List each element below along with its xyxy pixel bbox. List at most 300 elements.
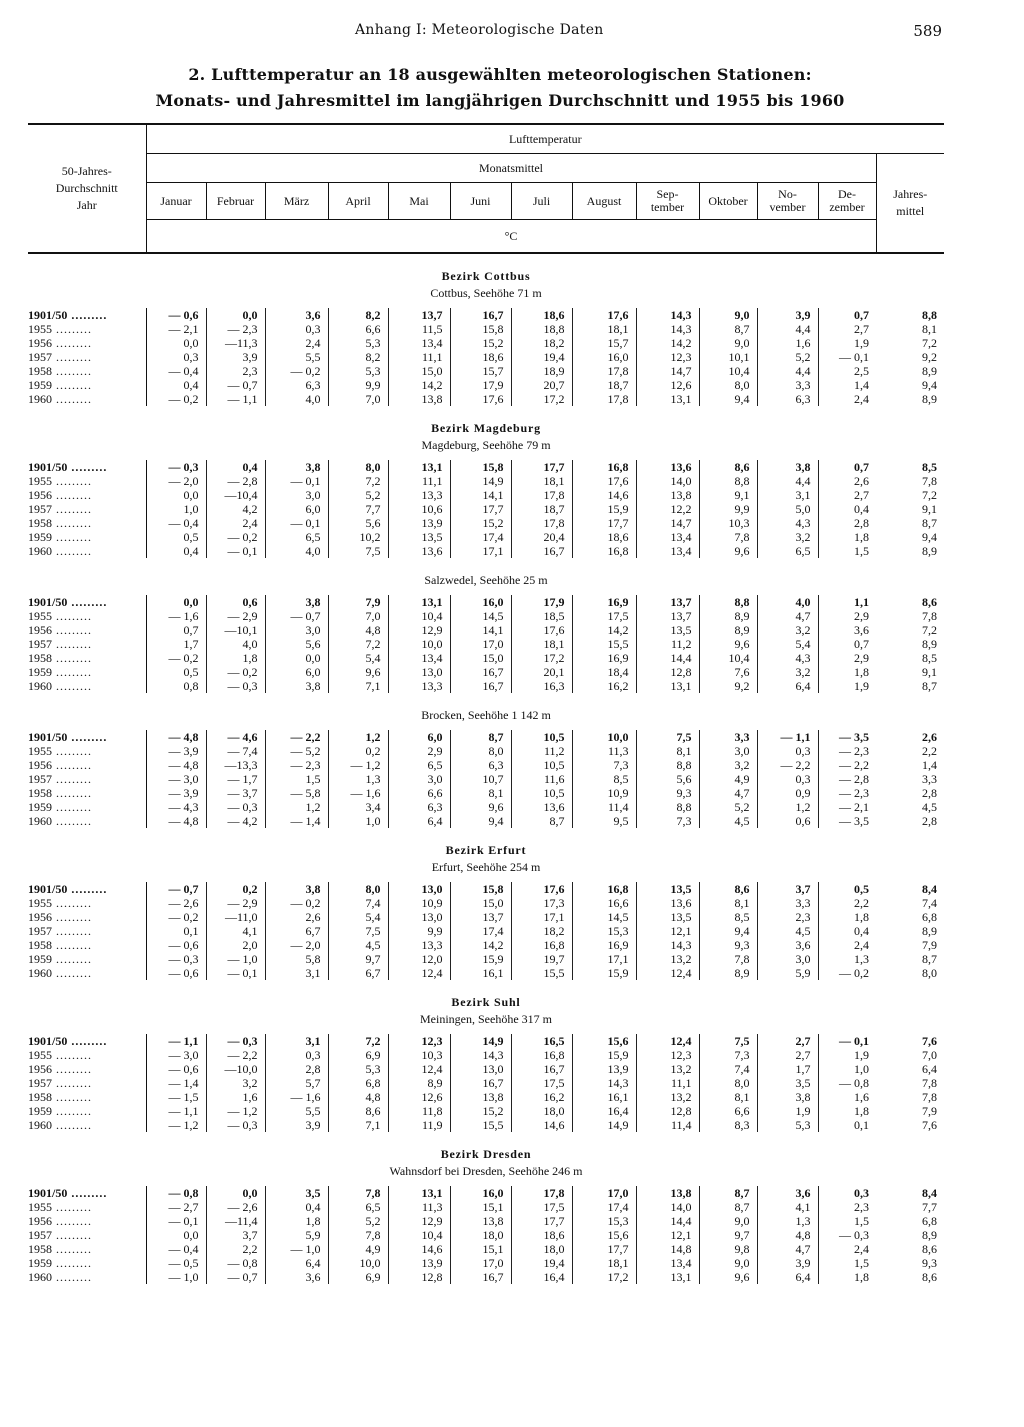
- annual-cell: 9,1: [922, 665, 938, 679]
- value-cell: 18,1: [572, 1256, 636, 1270]
- value-cell: 5,8: [265, 952, 328, 966]
- month-header: Mai: [388, 183, 450, 220]
- year-cell: 1956 .........: [28, 758, 146, 772]
- value-cell: 3,8: [265, 679, 328, 693]
- annual-cell: 9,4: [922, 530, 938, 544]
- value-cell: 2,8: [265, 1062, 328, 1076]
- value-cell: 3,6: [818, 623, 876, 637]
- value-cell: 12,9: [388, 623, 450, 637]
- value-cell: 16,0: [450, 595, 511, 609]
- value-cell: 13,5: [636, 910, 699, 924]
- leader-dots: .........: [67, 882, 108, 896]
- value-cell: — 2,7: [168, 1200, 199, 1214]
- value-cell: 3,7: [206, 1228, 265, 1242]
- leader-dots: .........: [52, 1256, 92, 1270]
- value-cell: 9,2: [699, 679, 757, 693]
- year-cell: 1959 .........: [28, 530, 146, 544]
- value-cell: 8,8: [699, 474, 757, 488]
- value-cell: 5,4: [328, 651, 388, 665]
- value-cell: 8,0: [699, 378, 757, 392]
- year-cell: 1956 .........: [28, 488, 146, 502]
- value-cell: 9,6: [699, 1270, 757, 1284]
- value-cell: 10,5: [511, 786, 572, 800]
- value-cell: 4,2: [206, 502, 265, 516]
- value-cell: — 3,7: [206, 786, 265, 800]
- value-cell: 0,5: [818, 882, 876, 896]
- value-cell: 4,8: [328, 623, 388, 637]
- value-cell: 10,1: [699, 350, 757, 364]
- value-cell: 9,0: [699, 1214, 757, 1228]
- value-cell: 16,6: [572, 896, 636, 910]
- value-cell: 5,7: [265, 1076, 328, 1090]
- value-cell: 16,9: [572, 938, 636, 952]
- value-cell: — 3,5: [818, 814, 876, 828]
- value-cell: 13,5: [636, 623, 699, 637]
- running-header: [0, 22, 1024, 46]
- section-spacer: [28, 406, 944, 420]
- month-header: August: [572, 183, 636, 220]
- value-cell: 13,6: [388, 544, 450, 558]
- value-cell: — 2,2: [818, 758, 876, 772]
- annual-cell: 8,5: [922, 460, 938, 474]
- value-cell: 8,1: [699, 1090, 757, 1104]
- value-cell: 8,0: [328, 460, 388, 474]
- group-header: Monatsmittel: [146, 154, 876, 183]
- value-cell: 19,4: [511, 1256, 572, 1270]
- annual-cell: 8,9: [922, 924, 938, 938]
- value-cell: 3,7: [757, 882, 818, 896]
- annual-cell: 7,8: [922, 1090, 938, 1104]
- value-cell: 8,6: [699, 460, 757, 474]
- leader-dots: .........: [52, 530, 92, 544]
- value-cell: — 2,0: [168, 474, 199, 488]
- value-cell: 5,6: [328, 516, 388, 530]
- value-cell: 1,4: [818, 378, 876, 392]
- value-cell: 15,8: [450, 322, 511, 336]
- value-cell: 15,7: [572, 336, 636, 350]
- leader-dots: .........: [67, 730, 108, 744]
- value-cell: 10,4: [388, 609, 450, 623]
- value-cell: 8,7: [699, 322, 757, 336]
- value-cell: 5,9: [757, 966, 818, 980]
- annual-cell: 7,9: [922, 1104, 938, 1118]
- value-cell: 15,8: [450, 882, 511, 896]
- value-cell: 6,6: [388, 786, 450, 800]
- section-spacer: [28, 693, 944, 707]
- annual-cell: 1,4: [922, 758, 938, 772]
- value-cell: 7,1: [328, 1118, 388, 1132]
- value-cell: — 2,2: [757, 758, 818, 772]
- value-cell: 1,3: [757, 1214, 818, 1228]
- value-cell: 3,9: [757, 308, 818, 322]
- value-cell: 13,1: [388, 595, 450, 609]
- value-cell: 0,9: [757, 786, 818, 800]
- value-cell: 13,2: [636, 1062, 699, 1076]
- value-cell: — 2,8: [206, 474, 265, 488]
- value-cell: 7,2: [328, 474, 388, 488]
- value-cell: 14,1: [450, 488, 511, 502]
- value-cell: 15,6: [572, 1228, 636, 1242]
- value-cell: 16,0: [450, 1186, 511, 1200]
- value-cell: 7,6: [699, 665, 757, 679]
- value-cell: — 2,1: [818, 800, 876, 814]
- value-cell: 0,2: [328, 744, 388, 758]
- value-cell: 13,0: [450, 1062, 511, 1076]
- value-cell: 16,9: [572, 651, 636, 665]
- value-cell: 11,6: [511, 772, 572, 786]
- value-cell: 3,0: [388, 772, 450, 786]
- value-cell: — 0,3: [206, 679, 265, 693]
- value-cell: 2,7: [818, 488, 876, 502]
- leader-dots: .........: [52, 488, 92, 502]
- value-cell: 13,8: [450, 1090, 511, 1104]
- leader-dots: .........: [52, 322, 92, 336]
- value-cell: 10,5: [511, 730, 572, 744]
- value-cell: 8,1: [450, 786, 511, 800]
- value-cell: 17,7: [572, 516, 636, 530]
- value-cell: 10,7: [450, 772, 511, 786]
- value-cell: 9,3: [636, 786, 699, 800]
- value-cell: 14,1: [450, 623, 511, 637]
- leader-dots: .........: [52, 1118, 92, 1132]
- value-cell: 12,9: [388, 1214, 450, 1228]
- value-cell: 9,5: [572, 814, 636, 828]
- value-cell: 5,2: [699, 800, 757, 814]
- value-cell: 6,5: [265, 530, 328, 544]
- annual-cell: 9,4: [922, 378, 938, 392]
- value-cell: — 2,6: [168, 896, 199, 910]
- value-cell: 3,5: [757, 1076, 818, 1090]
- annual-cell: 7,8: [922, 1076, 938, 1090]
- value-cell: — 5,8: [265, 786, 328, 800]
- value-cell: 8,7: [511, 814, 572, 828]
- value-cell: 6,9: [328, 1048, 388, 1062]
- leader-dots: .........: [52, 938, 92, 952]
- leader-dots: .........: [52, 1090, 92, 1104]
- value-cell: 10,0: [572, 730, 636, 744]
- value-cell: — 1,1: [206, 392, 265, 406]
- station-heading: Brocken, Seehöhe 1 142 m: [421, 708, 551, 722]
- leader-dots: .........: [52, 772, 92, 786]
- value-cell: 1,3: [818, 952, 876, 966]
- value-cell: 15,9: [572, 1048, 636, 1062]
- value-cell: 17,2: [511, 651, 572, 665]
- value-cell: 13,4: [636, 530, 699, 544]
- annual-cell: 8,6: [922, 1270, 938, 1284]
- value-cell: 13,8: [636, 488, 699, 502]
- value-cell: 18,1: [572, 322, 636, 336]
- value-cell: — 7,4: [206, 744, 265, 758]
- value-cell: 17,1: [572, 952, 636, 966]
- value-cell: 3,8: [265, 460, 328, 474]
- value-cell: 12,1: [636, 924, 699, 938]
- value-cell: 1,7: [757, 1062, 818, 1076]
- value-cell: 0,7: [818, 637, 876, 651]
- value-cell: 9,0: [699, 308, 757, 322]
- annual-cell: 7,0: [922, 1048, 938, 1062]
- value-cell: 3,0: [699, 744, 757, 758]
- value-cell: 3,8: [265, 882, 328, 896]
- year-cell: 1959 .........: [28, 1256, 146, 1270]
- value-cell: — 0,6: [168, 308, 199, 322]
- value-cell: 8,7: [699, 1186, 757, 1200]
- value-cell: 3,3: [699, 730, 757, 744]
- year-cell: 1957 .........: [28, 1228, 146, 1242]
- value-cell: 5,6: [265, 637, 328, 651]
- value-cell: 9,1: [699, 488, 757, 502]
- annual-cell: 9,1: [922, 502, 938, 516]
- value-cell: 14,7: [636, 516, 699, 530]
- value-cell: 17,8: [511, 1186, 572, 1200]
- value-cell: 16,7: [450, 1076, 511, 1090]
- month-header: Juli: [511, 183, 572, 220]
- value-cell: 4,9: [328, 1242, 388, 1256]
- value-cell: 1,9: [818, 336, 876, 350]
- month-header: April: [328, 183, 388, 220]
- value-cell: 0,4: [183, 544, 199, 558]
- value-cell: 13,7: [450, 910, 511, 924]
- value-cell: 3,5: [265, 1186, 328, 1200]
- value-cell: 1,7: [183, 637, 199, 651]
- value-cell: 4,0: [265, 392, 328, 406]
- value-cell: 18,6: [450, 350, 511, 364]
- value-cell: 13,5: [636, 882, 699, 896]
- leader-dots: .........: [52, 786, 92, 800]
- leader-dots: .........: [52, 378, 92, 392]
- value-cell: 15,3: [572, 1214, 636, 1228]
- annual-mean-header: Jahres- mittel: [876, 154, 944, 254]
- value-cell: 13,7: [636, 595, 699, 609]
- value-cell: 7,5: [328, 544, 388, 558]
- value-cell: 1,3: [328, 772, 388, 786]
- value-cell: 13,3: [388, 938, 450, 952]
- value-cell: 3,8: [757, 1090, 818, 1104]
- value-cell: 3,0: [265, 488, 328, 502]
- annual-cell: 8,6: [922, 595, 938, 609]
- value-cell: 14,6: [511, 1118, 572, 1132]
- region-heading: Bezirk Dresden: [440, 1147, 532, 1161]
- value-cell: 17,7: [450, 502, 511, 516]
- section-spacer: [28, 980, 944, 994]
- leader-dots: .........: [52, 392, 92, 406]
- value-cell: 14,3: [636, 322, 699, 336]
- value-cell: 9,0: [699, 1256, 757, 1270]
- value-cell: 3,9: [757, 1256, 818, 1270]
- year-cell: 1901/50 .........: [28, 595, 146, 609]
- value-cell: 4,1: [206, 924, 265, 938]
- value-cell: 5,4: [328, 910, 388, 924]
- value-cell: 18,8: [511, 322, 572, 336]
- leader-dots: .........: [52, 502, 92, 516]
- annual-cell: 7,2: [922, 623, 938, 637]
- leader-dots: .........: [52, 679, 92, 693]
- value-cell: 1,6: [818, 1090, 876, 1104]
- value-cell: 11,3: [388, 1200, 450, 1214]
- value-cell: 19,7: [511, 952, 572, 966]
- value-cell: — 0,3: [206, 1118, 265, 1132]
- value-cell: 3,2: [206, 1076, 265, 1090]
- value-cell: 16,2: [511, 1090, 572, 1104]
- leader-dots: .........: [52, 1048, 92, 1062]
- value-cell: 2,3: [206, 364, 265, 378]
- unit-header: °C: [146, 220, 876, 254]
- value-cell: 2,7: [757, 1034, 818, 1048]
- value-cell: 14,2: [572, 623, 636, 637]
- value-cell: 5,2: [328, 488, 388, 502]
- value-cell: 8,8: [699, 595, 757, 609]
- value-cell: 15,9: [572, 502, 636, 516]
- year-cell: 1957 .........: [28, 350, 146, 364]
- value-cell: 13,8: [636, 1186, 699, 1200]
- value-cell: 15,0: [388, 364, 450, 378]
- value-cell: 1,6: [757, 336, 818, 350]
- value-cell: 2,4: [818, 392, 876, 406]
- value-cell: — 2,9: [206, 896, 265, 910]
- value-cell: 15,2: [450, 1104, 511, 1118]
- value-cell: 12,0: [388, 952, 450, 966]
- value-cell: — 0,1: [206, 966, 265, 980]
- value-cell: 3,1: [265, 966, 328, 980]
- value-cell: — 0,3: [168, 952, 199, 966]
- value-cell: 8,5: [572, 772, 636, 786]
- value-cell: 12,4: [636, 966, 699, 980]
- value-cell: 0,0: [206, 308, 265, 322]
- value-cell: 20,7: [511, 378, 572, 392]
- value-cell: —10,4: [206, 488, 265, 502]
- value-cell: 9,0: [699, 336, 757, 350]
- value-cell: 7,3: [572, 758, 636, 772]
- value-cell: — 2,3: [818, 786, 876, 800]
- value-cell: 0,1: [818, 1118, 876, 1132]
- leader-dots: .........: [52, 623, 92, 637]
- value-cell: 5,3: [328, 336, 388, 350]
- value-cell: 12,8: [636, 1104, 699, 1118]
- value-cell: 2,2: [818, 896, 876, 910]
- value-cell: 18,7: [511, 502, 572, 516]
- value-cell: 13,7: [388, 308, 450, 322]
- value-cell: 14,3: [636, 308, 699, 322]
- value-cell: — 0,2: [168, 910, 199, 924]
- value-cell: —11,3: [206, 336, 265, 350]
- value-cell: 13,5: [388, 530, 450, 544]
- section-spacer: [28, 558, 944, 572]
- year-cell: 1958 .........: [28, 1090, 146, 1104]
- value-cell: — 2,9: [206, 609, 265, 623]
- value-cell: 12,3: [388, 1034, 450, 1048]
- value-cell: 13,1: [388, 460, 450, 474]
- value-cell: 2,9: [388, 744, 450, 758]
- leader-dots: .........: [52, 665, 92, 679]
- year-cell: 1901/50 .........: [28, 460, 146, 474]
- table-title-line-2: Monats- und Jahresmittel im langjährigen Durchschnitt und 1955 bis 1960: [155, 91, 845, 110]
- year-cell: 1959 .........: [28, 952, 146, 966]
- value-cell: — 0,2: [168, 392, 199, 406]
- value-cell: 2,4: [206, 516, 265, 530]
- value-cell: — 4,6: [206, 730, 265, 744]
- value-cell: 15,8: [450, 460, 511, 474]
- value-cell: 7,3: [699, 1048, 757, 1062]
- year-cell: 1955 .........: [28, 896, 146, 910]
- value-cell: 16,7: [450, 308, 511, 322]
- value-cell: — 0,2: [265, 896, 328, 910]
- value-cell: 5,2: [757, 350, 818, 364]
- value-cell: — 0,2: [168, 651, 199, 665]
- value-cell: 10,4: [388, 1228, 450, 1242]
- annual-cell: 7,7: [922, 1200, 938, 1214]
- leader-dots: .........: [52, 516, 92, 530]
- value-cell: 8,5: [699, 910, 757, 924]
- value-cell: 12,2: [636, 502, 699, 516]
- annual-cell: 8,9: [922, 392, 938, 406]
- value-cell: 12,6: [388, 1090, 450, 1104]
- value-cell: 0,3: [818, 1186, 876, 1200]
- value-cell: 15,9: [450, 952, 511, 966]
- year-cell: 1960 .........: [28, 1118, 146, 1132]
- year-cell: 1957 .........: [28, 1076, 146, 1090]
- value-cell: 10,4: [699, 364, 757, 378]
- value-cell: 7,4: [328, 896, 388, 910]
- value-cell: 3,9: [206, 350, 265, 364]
- leader-dots: .........: [52, 637, 92, 651]
- value-cell: 8,6: [328, 1104, 388, 1118]
- year-cell: 1958 .........: [28, 1242, 146, 1256]
- value-cell: 13,9: [388, 1256, 450, 1270]
- value-cell: 7,8: [328, 1228, 388, 1242]
- value-cell: — 1,0: [206, 952, 265, 966]
- value-cell: 0,7: [818, 460, 876, 474]
- month-header: Februar: [206, 183, 265, 220]
- value-cell: — 0,8: [818, 1076, 876, 1090]
- value-cell: 20,1: [511, 665, 572, 679]
- value-cell: 17,5: [572, 609, 636, 623]
- value-cell: 0,0: [183, 488, 199, 502]
- value-cell: — 1,1: [168, 1104, 199, 1118]
- value-cell: 10,0: [328, 1256, 388, 1270]
- value-cell: 18,4: [572, 665, 636, 679]
- value-cell: — 0,7: [206, 1270, 265, 1284]
- annual-cell: 8,5: [922, 651, 938, 665]
- value-cell: 2,4: [818, 1242, 876, 1256]
- year-cell: 1957 .........: [28, 637, 146, 651]
- year-cell: 1956 .........: [28, 1214, 146, 1228]
- value-cell: 17,6: [450, 392, 511, 406]
- value-cell: 2,3: [818, 1200, 876, 1214]
- value-cell: 17,7: [572, 1242, 636, 1256]
- value-cell: — 0,6: [168, 1062, 199, 1076]
- value-cell: 5,5: [265, 350, 328, 364]
- leader-dots: .........: [52, 544, 92, 558]
- value-cell: 11,3: [572, 744, 636, 758]
- value-cell: 12,8: [636, 665, 699, 679]
- value-cell: 17,3: [511, 896, 572, 910]
- value-cell: 10,2: [328, 530, 388, 544]
- value-cell: 15,5: [572, 637, 636, 651]
- value-cell: 1,5: [818, 1214, 876, 1228]
- value-cell: — 1,6: [328, 786, 388, 800]
- value-cell: 4,0: [265, 544, 328, 558]
- value-cell: 6,6: [699, 1104, 757, 1118]
- leader-dots: .........: [52, 1242, 92, 1256]
- leader-dots: .........: [52, 966, 92, 980]
- value-cell: 4,5: [699, 814, 757, 828]
- value-cell: —13,3: [206, 758, 265, 772]
- value-cell: 17,9: [450, 378, 511, 392]
- value-cell: 5,3: [328, 1062, 388, 1076]
- value-cell: 0,0: [265, 651, 328, 665]
- value-cell: 2,0: [206, 938, 265, 952]
- value-cell: 8,7: [699, 1200, 757, 1214]
- leader-dots: .........: [52, 896, 92, 910]
